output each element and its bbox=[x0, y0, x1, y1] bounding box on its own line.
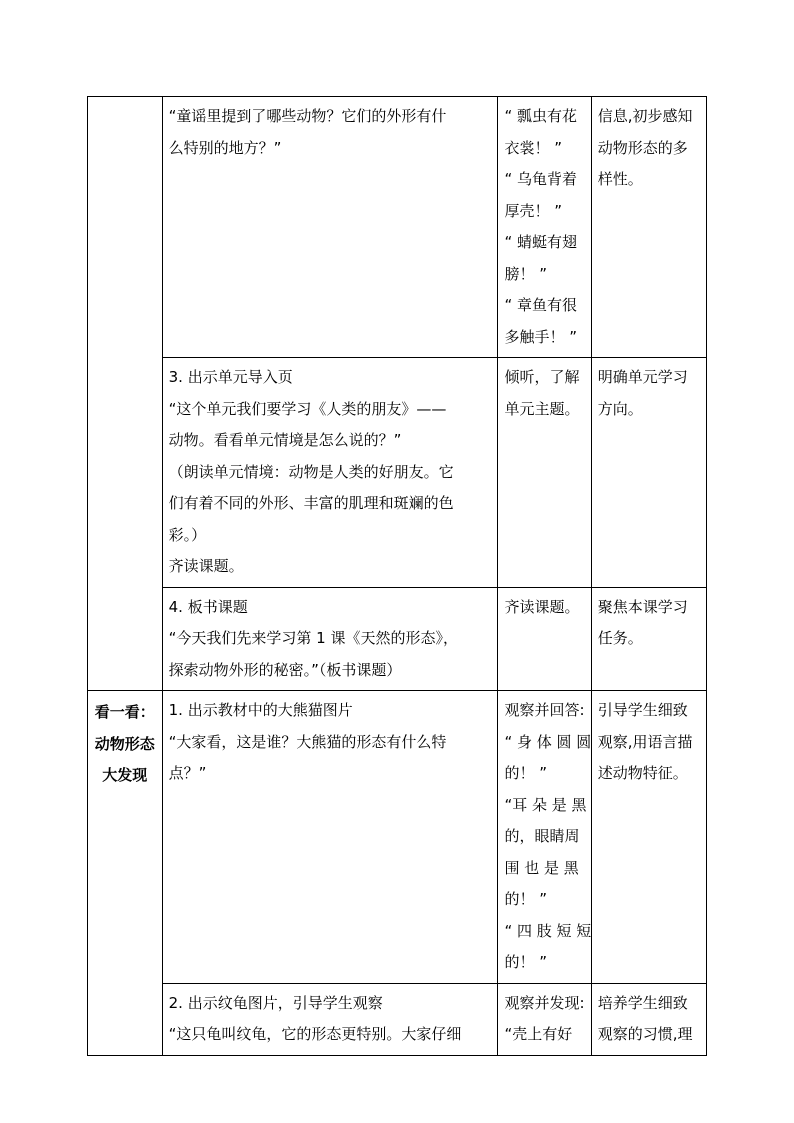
design-intent-cell: 引导学生细致 观察,用语言描 述动物特征。 bbox=[591, 691, 706, 984]
student-activity-cell: 倾听，了解 单元主题。 bbox=[498, 358, 591, 588]
teacher-activity-cell: 1. 出示教材中的大熊猫图片 “大家看，这是谁？大熊猫的形态有什么特 点？” bbox=[162, 691, 498, 984]
teacher-activity-cell: 4. 板书课题 “今天我们先来学习第 1 课《天然的形态》， 探索动物外形的秘密。”（板书课题） bbox=[162, 587, 498, 691]
table-row bbox=[88, 358, 707, 588]
stage-cell-look: 看一看： 动物形态 大发现 bbox=[88, 691, 163, 1056]
teacher-activity-cell: “童谣里提到了哪些动物？它们的外形有什 么特别的地方？” bbox=[162, 97, 498, 358]
student-activity-cell: 观察并发现: “壳上有好 bbox=[498, 983, 591, 1055]
design-intent-cell: 明确单元学习 方向。 bbox=[591, 358, 706, 588]
design-intent-cell: 聚焦本课学习 任务。 bbox=[591, 587, 706, 691]
design-intent-cell: 信息,初步感知 动物形态的多 样性。 bbox=[591, 97, 706, 358]
student-activity-cell: “ 瓢虫有花 衣裳！ ” “ 乌龟背着 厚壳！ ” “ 蜻蜓有翅 膀！ ” “ 章鱼有很 多触手！ ” bbox=[498, 97, 591, 358]
table-row bbox=[88, 587, 707, 691]
table-row bbox=[88, 983, 707, 1055]
design-intent-cell: 培养学生细致 观察的习惯,理 bbox=[591, 983, 706, 1055]
lesson-plan-table bbox=[87, 96, 707, 1056]
table-row bbox=[88, 97, 707, 358]
student-activity-cell: 齐读课题。 bbox=[498, 587, 591, 691]
teacher-activity-cell: 3. 出示单元导入页 “这个单元我们要学习《人类的朋友》—— 动物。看看单元情境是怎么说的？” （朗读单元情境：动物是人类的好朋友。它 们有着不同的外形、丰富的肌理和斑斓的色 彩。） 齐读课题。 bbox=[162, 358, 498, 588]
teacher-activity-cell: 2. 出示纹龟图片，引导学生观察 “这只龟叫纹龟，它的形态更特别。大家仔细 bbox=[162, 983, 498, 1055]
stage-cell-intro bbox=[88, 97, 163, 691]
table-row bbox=[88, 691, 707, 984]
student-activity-cell: 观察并回答: “ 身 体 圆 圆 的！ ” “耳 朵 是 黑 的，眼睛周 围 也 是 黑 的！ ” “ 四 肢 短 短 的！ ” bbox=[498, 691, 591, 984]
